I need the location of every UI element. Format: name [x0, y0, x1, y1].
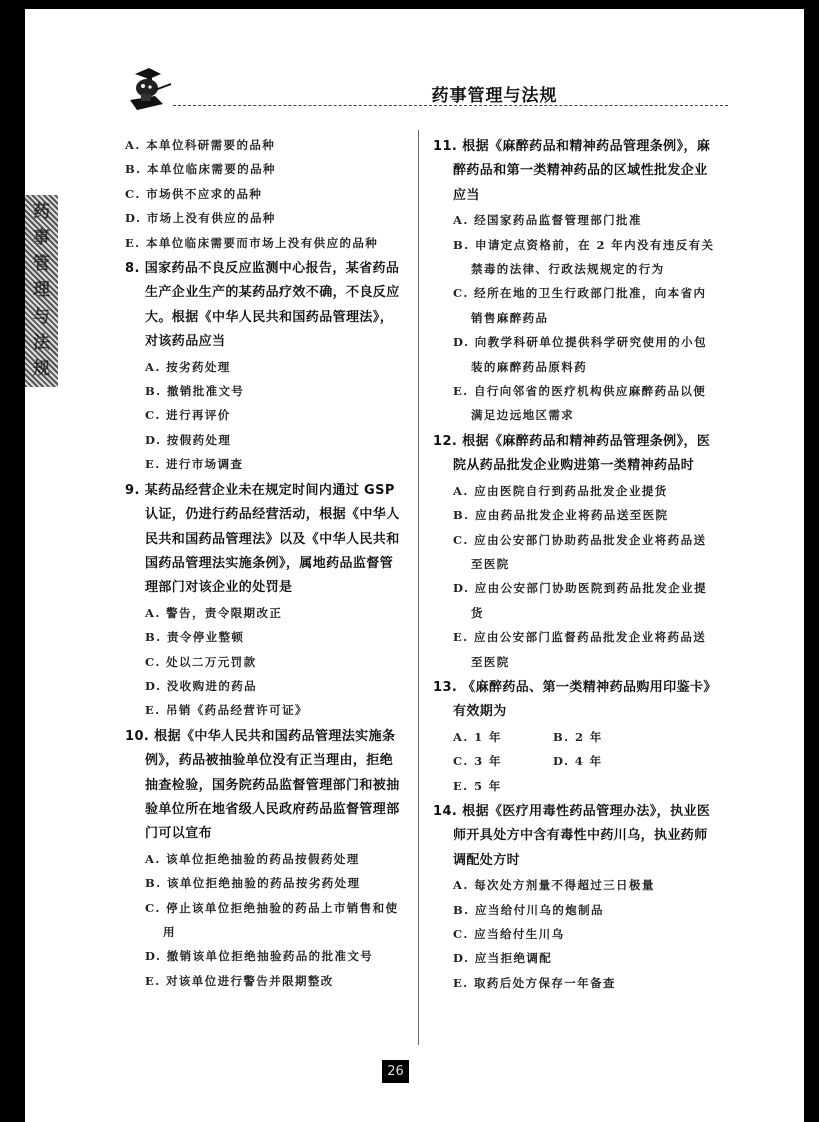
option-grid	[433, 725, 715, 798]
question-9	[125, 479, 403, 723]
option-item: C. 3 年	[453, 754, 502, 769]
option-item: A. 1 年	[453, 729, 502, 744]
question-8	[125, 257, 403, 477]
header-dashed-rule	[173, 105, 728, 106]
option-item: D. 应当拒绝调配	[453, 951, 553, 966]
left-column	[125, 133, 403, 993]
option-item: E. 取药后处方保存一年备查	[453, 975, 616, 990]
option-item: E. 5 年	[453, 778, 502, 793]
option-item: C. 应由公安部门协助药品批发企业将药品送至医院	[453, 532, 707, 571]
question-14	[433, 800, 715, 995]
question-stem: 10. 根据《中华人民共和国药品管理法实施条例》，药品被抽验单位没有正当理由，拒绝抽查检验，国务院药品监督管理部门和被抽验单位所在地省级人民政府药品监督管理部门可以宣布	[125, 728, 400, 842]
side-tab-char: 规	[33, 359, 50, 380]
option-item: C. 应当给付生川乌	[453, 927, 565, 941]
option-item: D. 4 年	[553, 754, 603, 769]
option-item: D. 向教学科研单位提供科学研究使用的小包装的麻醉药品原料药	[453, 335, 707, 374]
option-item: C. 处以二万元罚款	[145, 654, 257, 669]
option-item: E. 进行市场调查	[145, 457, 244, 472]
option-item: C. 进行再评价	[145, 408, 231, 423]
option-item: B. 2 年	[553, 729, 603, 744]
option-item: B. 应当给付川乌的炮制品	[453, 902, 604, 917]
option-item: A. 应由医院自行到药品批发企业提货	[453, 483, 668, 498]
question-stem: 11. 根据《麻醉药品和精神药品管理条例》，麻醉药品和第一类精神药品的区域性批发企业应当	[433, 139, 711, 203]
option-item: C. 经所在地的卫生行政部门批准，向本省内销售麻醉药品	[453, 286, 707, 325]
option-item: A. 本单位科研需要的品种	[125, 138, 276, 152]
side-tab-char: 理	[33, 280, 50, 301]
column-divider	[418, 130, 419, 1045]
side-thumb-tab	[25, 195, 58, 387]
continued-options	[125, 133, 403, 255]
option-item: B. 该单位拒绝抽验的药品按劣药处理	[145, 876, 361, 891]
option-item: E. 对该单位进行警告并限期整改	[145, 973, 334, 988]
question-stem: 12. 根据《麻醉药品和精神药品管理条例》，医院从药品批发企业购进第一类精神药品时	[433, 433, 711, 474]
option-item: D. 没收购进的药品	[145, 678, 258, 693]
running-header-title: 药事管理与法规	[431, 86, 558, 106]
option-item: A. 每次处方剂量不得超过三日极量	[453, 878, 655, 893]
option-item: B. 应由药品批发企业将药品送至医院	[453, 508, 669, 523]
option-item: D. 撤销该单位拒绝抽验药品的批准文号	[145, 949, 374, 964]
book-page	[25, 9, 804, 1122]
option-item: D. 市场上没有供应的品种	[125, 211, 276, 226]
side-tab-char: 事	[33, 227, 50, 248]
question-13	[433, 676, 715, 798]
right-column	[433, 133, 715, 995]
option-item: A. 该单位拒绝抽验的药品按假药处理	[145, 851, 360, 866]
side-tab-char: 与	[33, 306, 50, 327]
side-tab-char: 管	[33, 254, 50, 275]
side-tab-char: 药	[33, 201, 50, 222]
option-item: A. 警告，责令限期改正	[145, 605, 283, 620]
option-item: D. 按假药处理	[145, 432, 232, 447]
question-stem: 13. 《麻醉药品、第一类精神药品购用印鉴卡》有效期为	[433, 679, 711, 720]
option-item: C. 停止该单位拒绝抽验的药品上市销售和使用	[145, 900, 399, 939]
option-item: A. 按劣药处理	[145, 359, 231, 374]
question-stem: 8. 国家药品不良反应监测中心报告，某省药品生产企业生产的某药品疗效不确，不良反应大。根据《中华人民共和国药品管理法》，对该药品应当	[125, 261, 400, 350]
question-stem: 9. 某药品经营企业未在规定时间内通过 GSP 认证，仍进行药品经营活动，根据《中华人民共和国药品管理法》以及《中华人民共和国药品管理法实施条例》，属地药品监督管理部门对该企业的处罚是	[125, 482, 400, 596]
option-item: A. 经国家药品监督管理部门批准	[453, 213, 642, 228]
option-item: E. 本单位临床需要而市场上没有供应的品种	[125, 235, 379, 250]
option-item: B. 撤销批准文号	[145, 384, 245, 399]
option-item: E. 吊销《药品经营许可证》	[145, 703, 308, 718]
option-item: C. 市场供不应求的品种	[125, 186, 263, 201]
option-item: B. 申请定点资格前，在 2 年内没有违反有关禁毒的法律、行政法规规定的行为	[453, 237, 715, 277]
option-item: E. 应由公安部门监督药品批发企业将药品送至医院	[453, 630, 707, 669]
option-item: B. 责令停业整顿	[145, 630, 245, 645]
side-tab-char: 法	[33, 333, 50, 354]
page-number: 26	[382, 1060, 409, 1083]
option-item: B. 本单位临床需要的品种	[125, 162, 276, 177]
question-10	[125, 725, 403, 993]
question-11	[433, 135, 715, 428]
option-item: E. 自行向邻省的医疗机构供应麻醉药品以便满足边远地区需求	[453, 384, 707, 423]
question-12	[433, 430, 715, 674]
option-item: D. 应由公安部门协助医院到药品批发企业提货	[453, 581, 707, 620]
question-stem: 14. 根据《医疗用毒性药品管理办法》，执业医师开具处方中含有毒性中药川乌，执业药师调配处方时	[433, 803, 711, 868]
